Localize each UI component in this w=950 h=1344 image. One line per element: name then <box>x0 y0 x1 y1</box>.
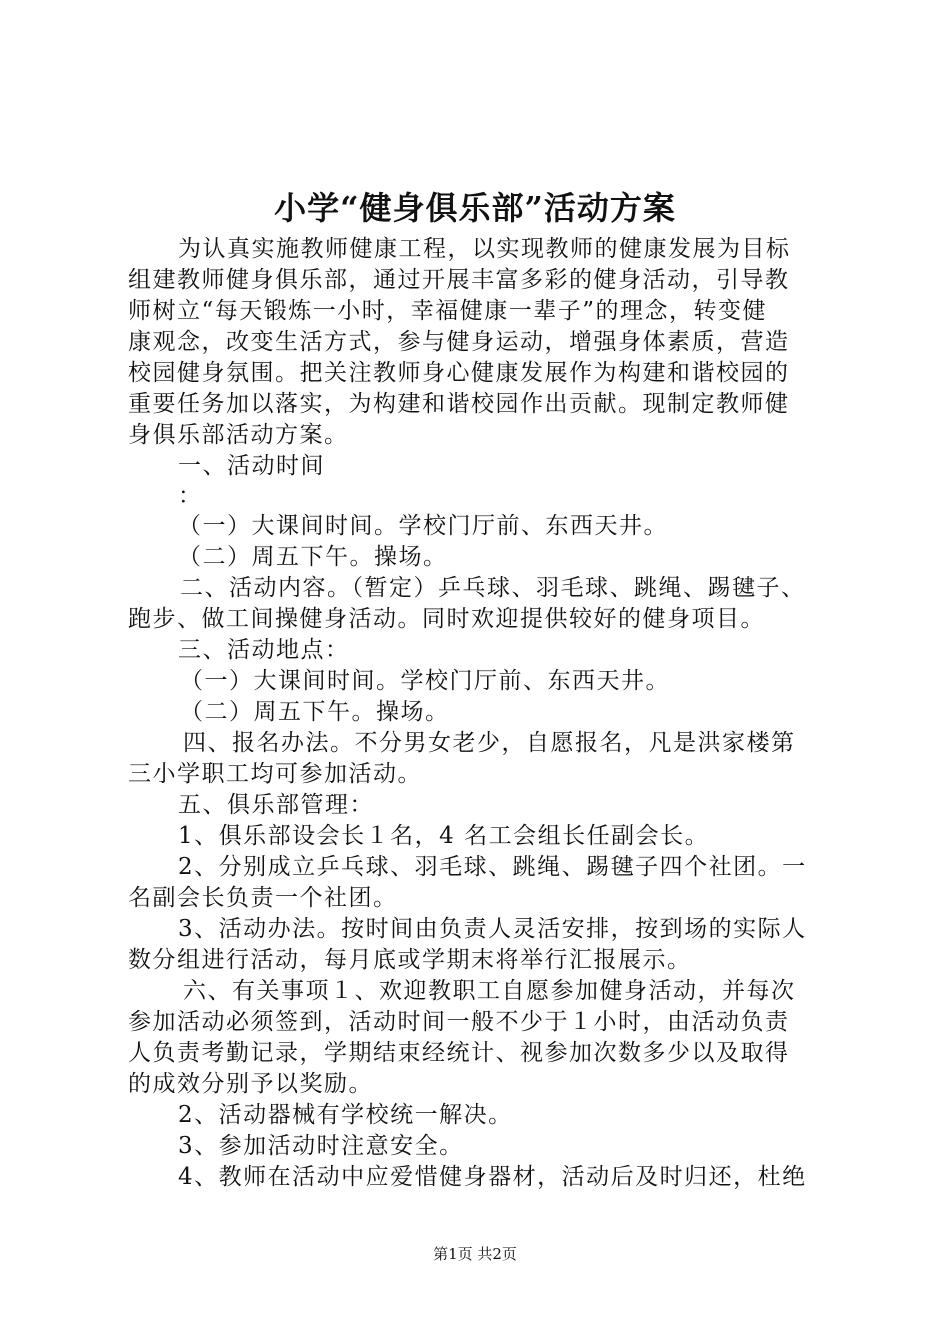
document-line: 人负责考勤记录，学期结束经统计、视参加次数多少以及取得 <box>128 1040 790 1066</box>
document-line: 三小学职工均可参加活动。 <box>128 761 422 787</box>
document-title: 小学“健身俱乐部”活动方案 <box>274 189 676 227</box>
document-body <box>128 234 838 1193</box>
document-line: （一）大课间时间。学校门厅前、东西天井。 <box>180 668 670 694</box>
document-line: （二）周五下午。操场。 <box>180 699 450 725</box>
document-line: 五、俱乐部管理： <box>178 792 374 818</box>
document-line: 六、有关事项１、欢迎教职工自愿参加健身活动，并每次 <box>183 978 796 1004</box>
document-line: 一、活动时间 <box>178 453 325 479</box>
document-line: 2、分别成立乒乓球、羽毛球、跳绳、踢毽子四个社团。一 <box>178 854 807 880</box>
document-line: 重要任务加以落实，为构建和谐校园作出贡献。现制定教师健 <box>128 391 790 417</box>
document-line: 身俱乐部活动方案。 <box>128 422 349 448</box>
document-line: ： <box>178 483 203 509</box>
document-line: 三、活动地点： <box>178 637 350 663</box>
document-line: 为认真实施教师健康工程，以实现教师的健康发展为目标 <box>178 236 791 262</box>
document-line: 二、活动内容。（暂定）乒乓球、羽毛球、跳绳、踢毽子、 <box>180 575 806 601</box>
document-line: （一）大课间时间。学校门厅前、东西天井。 <box>178 513 668 539</box>
document-line: 参加活动必须签到，活动时间一般不少于１小时，由活动负责 <box>128 1009 790 1035</box>
document-line: 4、教师在活动中应爱惜健身器材，活动后及时归还，杜绝 <box>178 1164 807 1190</box>
document-line: 组建教师健身俱乐部，通过开展丰富多彩的健身活动，引导教 <box>128 267 790 293</box>
document-line: 名副会长负责一个社团。 <box>128 885 398 911</box>
document-line: （二）周五下午。操场。 <box>178 544 448 570</box>
document-line: 数分组进行活动，每月底或学期末将举行汇报展示。 <box>128 947 692 973</box>
document-line: 3、活动办法。按时间由负责人灵活安排，按到场的实际人 <box>178 916 807 942</box>
document-line: 四、报名办法。不分男女老少，自愿报名，凡是洪家楼第 <box>183 730 796 756</box>
document-line: 师树立“每天锻炼一小时，幸福健康一辈子”的理念，转变健 <box>128 298 768 324</box>
document-line: 2、活动器械有学校统一解决。 <box>178 1102 513 1128</box>
page-footer: 第1页 共2页 <box>433 1245 517 1263</box>
document-line: 跑步、做工间操健身活动。同时欢迎提供较好的健身项目。 <box>128 606 765 632</box>
document-line: 康观念，改变生活方式，参与健身运动，增强身体素质，营造 <box>128 329 790 355</box>
document-line: 3、参加活动时注意安全。 <box>178 1133 464 1159</box>
document-line: 校园健身氛围。把关注教师身心健康发展作为构建和谐校园的 <box>128 360 790 386</box>
document-line: 1、俱乐部设会长１名，4 名工会组长任副会长。 <box>178 823 710 849</box>
document-line: 的成效分别予以奖励。 <box>128 1071 373 1097</box>
